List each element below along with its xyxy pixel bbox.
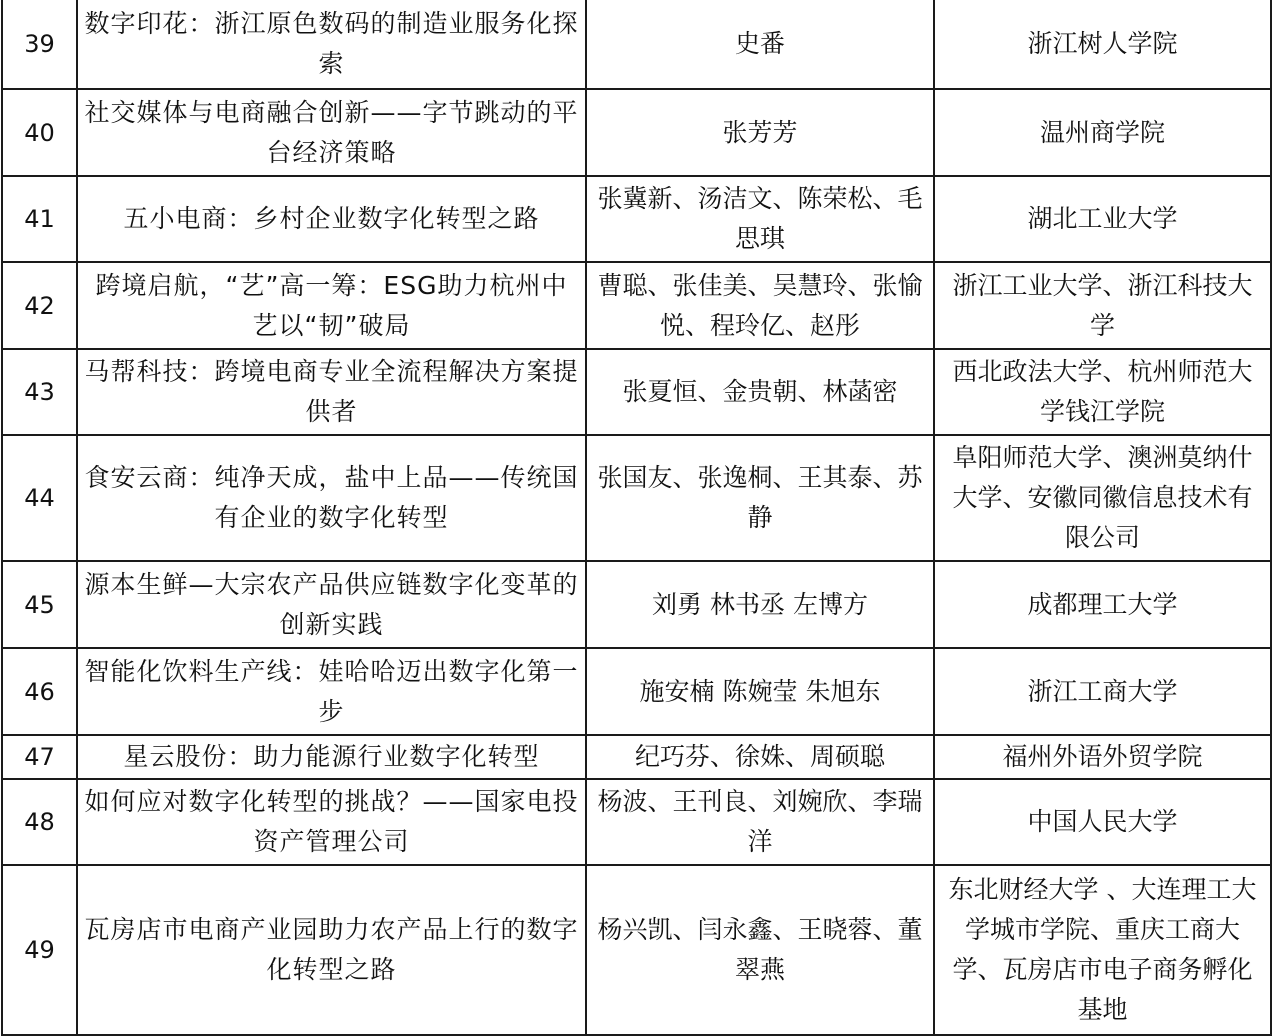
case-title: 源本生鲜—大宗农产品供应链数字化变革的创新实践 (77, 561, 586, 648)
case-title: 如何应对数字化转型的挑战？——国家电投资产管理公司 (77, 779, 586, 865)
case-title: 社交媒体与电商融合创新——字节跳动的平台经济策略 (77, 89, 586, 176)
row-number: 49 (2, 865, 77, 1035)
case-school: 东北财经大学 、大连理工大学城市学院、重庆工商大学、瓦房店市电子商务孵化基地 (934, 865, 1271, 1035)
case-title: 五小电商：乡村企业数字化转型之路 (77, 176, 586, 262)
case-authors: 杨波、王刊良、刘婉欣、李瑞洋 (586, 779, 934, 865)
row-number: 42 (2, 262, 77, 349)
case-school: 浙江树人学院 (934, 0, 1271, 89)
table-row (2, 89, 1271, 176)
row-number: 43 (2, 349, 77, 435)
table-row (2, 176, 1271, 262)
case-school: 湖北工业大学 (934, 176, 1271, 262)
table-row (2, 435, 1271, 561)
row-number: 41 (2, 176, 77, 262)
row-number: 48 (2, 779, 77, 865)
case-school: 浙江工商大学 (934, 648, 1271, 735)
table-row (2, 779, 1271, 865)
row-number: 40 (2, 89, 77, 176)
row-number: 46 (2, 648, 77, 735)
table-row (2, 349, 1271, 435)
case-authors: 张芳芳 (586, 89, 934, 176)
row-number: 39 (2, 0, 77, 89)
case-title: 星云股份：助力能源行业数字化转型 (77, 735, 586, 779)
case-school: 浙江工业大学、浙江科技大学 (934, 262, 1271, 349)
case-title: 马帮科技：跨境电商专业全流程解决方案提供者 (77, 349, 586, 435)
case-school: 福州外语外贸学院 (934, 735, 1271, 779)
table-row (2, 561, 1271, 648)
case-authors: 刘勇 林书丞 左博方 (586, 561, 934, 648)
case-school: 阜阳师范大学、澳洲莫纳什大学、安徽同徽信息技术有限公司 (934, 435, 1271, 561)
row-number: 44 (2, 435, 77, 561)
case-school: 中国人民大学 (934, 779, 1271, 865)
table-row (2, 648, 1271, 735)
case-authors: 史番 (586, 0, 934, 89)
case-title: 瓦房店市电商产业园助力农产品上行的数字化转型之路 (77, 865, 586, 1035)
case-title: 跨境启航，“艺”高一筹：ESG助力杭州中艺以“韧”破局 (77, 262, 586, 349)
table-row (2, 865, 1271, 1035)
table-row (2, 262, 1271, 349)
case-authors: 纪巧芬、徐姝、周硕聪 (586, 735, 934, 779)
case-authors: 张冀新、汤洁文、陈荣松、毛思琪 (586, 176, 934, 262)
case-school: 成都理工大学 (934, 561, 1271, 648)
row-number: 47 (2, 735, 77, 779)
case-authors: 曹聪、张佳美、吴慧玲、张愉悦、程玲亿、赵彤 (586, 262, 934, 349)
case-results-table (1, 0, 1272, 1036)
case-authors: 施安楠 陈婉莹 朱旭东 (586, 648, 934, 735)
case-title: 智能化饮料生产线：娃哈哈迈出数字化第一步 (77, 648, 586, 735)
table-row (2, 0, 1271, 89)
case-title: 食安云商：纯净天成，盐中上品——传统国有企业的数字化转型 (77, 435, 586, 561)
case-authors: 张夏恒、金贵朝、林菡密 (586, 349, 934, 435)
case-title: 数字印花：浙江原色数码的制造业服务化探索 (77, 0, 586, 89)
case-authors: 杨兴凯、闫永鑫、王晓蓉、董翠燕 (586, 865, 934, 1035)
table-row (2, 735, 1271, 779)
row-number: 45 (2, 561, 77, 648)
case-school: 西北政法大学、杭州师范大学钱江学院 (934, 349, 1271, 435)
case-school: 温州商学院 (934, 89, 1271, 176)
case-authors: 张国友、张逸桐、王其泰、苏静 (586, 435, 934, 561)
